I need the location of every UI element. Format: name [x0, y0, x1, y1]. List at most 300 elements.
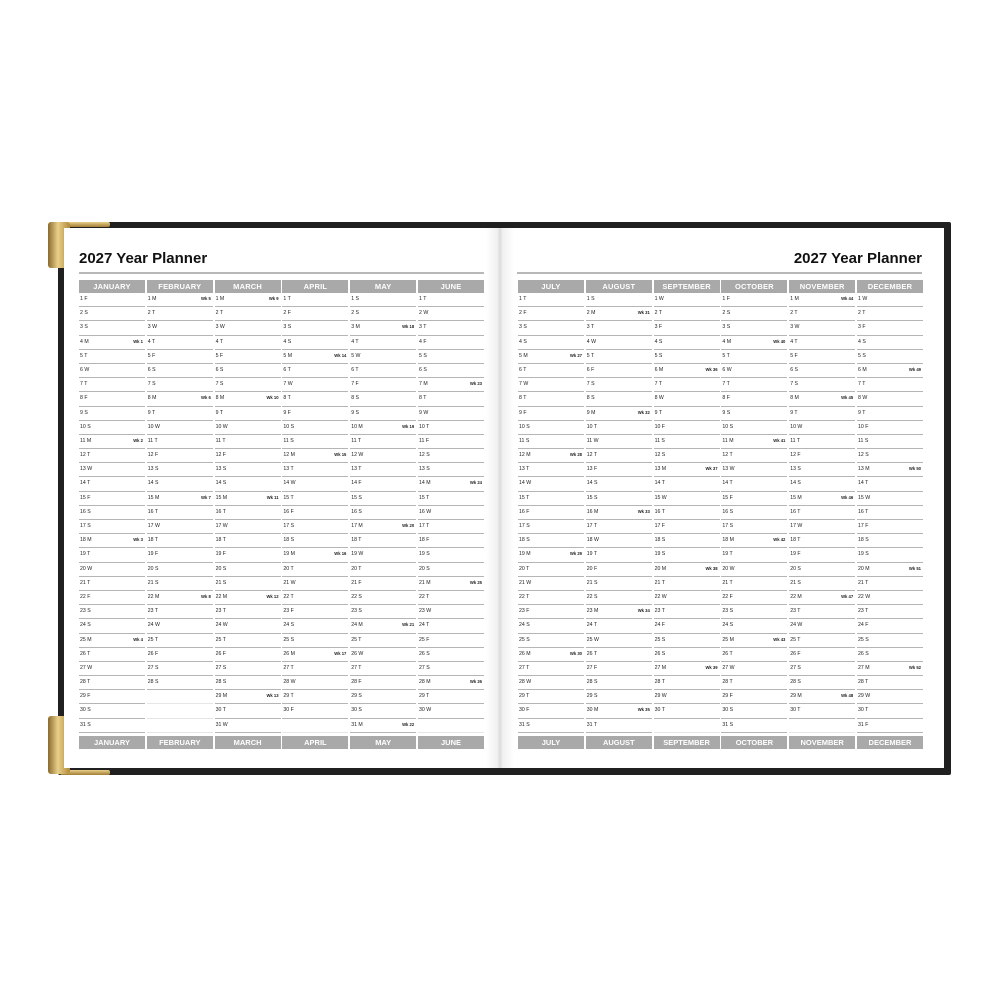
day-row[interactable]	[857, 690, 923, 704]
day-row[interactable]	[857, 648, 923, 662]
day-row[interactable]	[79, 605, 145, 619]
day-row[interactable]	[418, 364, 484, 378]
day-row[interactable]	[721, 364, 787, 378]
day-row[interactable]	[215, 548, 281, 562]
day-row[interactable]	[350, 634, 416, 648]
day-row[interactable]	[147, 350, 213, 364]
day-row[interactable]	[418, 605, 484, 619]
day-row[interactable]	[721, 548, 787, 562]
day-row[interactable]	[282, 492, 348, 506]
day-row[interactable]	[518, 378, 584, 392]
day-row[interactable]	[350, 648, 416, 662]
day-row[interactable]	[654, 492, 720, 506]
day-row[interactable]	[721, 704, 787, 718]
day-row[interactable]	[518, 350, 584, 364]
day-row[interactable]	[857, 449, 923, 463]
day-row[interactable]	[215, 591, 281, 605]
day-row[interactable]	[282, 676, 348, 690]
day-row[interactable]	[418, 619, 484, 633]
day-row[interactable]	[789, 307, 855, 321]
day-row[interactable]	[518, 591, 584, 605]
day-row[interactable]	[79, 492, 145, 506]
day-row[interactable]	[654, 336, 720, 350]
day-row[interactable]	[79, 293, 145, 307]
day-row[interactable]	[282, 336, 348, 350]
day-row[interactable]	[350, 704, 416, 718]
day-row[interactable]	[418, 407, 484, 421]
day-row[interactable]	[586, 690, 652, 704]
day-row[interactable]	[857, 477, 923, 491]
day-row[interactable]	[79, 548, 145, 562]
day-row[interactable]	[282, 605, 348, 619]
day-row[interactable]	[147, 619, 213, 633]
day-row[interactable]	[282, 293, 348, 307]
day-row[interactable]	[518, 364, 584, 378]
day-row[interactable]	[418, 378, 484, 392]
day-row[interactable]	[350, 492, 416, 506]
day-row[interactable]	[789, 492, 855, 506]
day-row[interactable]	[721, 605, 787, 619]
day-row[interactable]	[857, 492, 923, 506]
day-row[interactable]	[721, 634, 787, 648]
day-row[interactable]	[215, 605, 281, 619]
day-row[interactable]	[215, 648, 281, 662]
day-row[interactable]	[654, 676, 720, 690]
day-row[interactable]	[79, 534, 145, 548]
day-row[interactable]	[282, 690, 348, 704]
day-row[interactable]	[518, 690, 584, 704]
day-row[interactable]	[147, 506, 213, 520]
day-row[interactable]	[282, 648, 348, 662]
day-row[interactable]	[282, 421, 348, 435]
day-row[interactable]	[79, 421, 145, 435]
day-row[interactable]	[215, 477, 281, 491]
day-row[interactable]	[350, 520, 416, 534]
day-row[interactable]	[215, 392, 281, 406]
day-row[interactable]	[857, 336, 923, 350]
day-row[interactable]	[857, 463, 923, 477]
day-row[interactable]	[518, 534, 584, 548]
day-row[interactable]	[147, 634, 213, 648]
day-row[interactable]	[418, 449, 484, 463]
day-row[interactable]	[789, 449, 855, 463]
day-row[interactable]	[418, 307, 484, 321]
day-row[interactable]	[518, 704, 584, 718]
day-row[interactable]	[147, 336, 213, 350]
day-row[interactable]	[586, 662, 652, 676]
day-row[interactable]	[518, 520, 584, 534]
day-row[interactable]	[721, 577, 787, 591]
day-row[interactable]	[789, 364, 855, 378]
day-row[interactable]	[654, 392, 720, 406]
day-row[interactable]	[721, 520, 787, 534]
day-row[interactable]	[518, 449, 584, 463]
day-row[interactable]	[654, 634, 720, 648]
day-row[interactable]	[282, 407, 348, 421]
day-row[interactable]	[79, 506, 145, 520]
day-row[interactable]	[215, 307, 281, 321]
day-row[interactable]	[418, 350, 484, 364]
day-row[interactable]	[586, 435, 652, 449]
day-row[interactable]	[654, 563, 720, 577]
day-row[interactable]	[518, 662, 584, 676]
day-row[interactable]	[350, 392, 416, 406]
day-row[interactable]	[857, 591, 923, 605]
day-row[interactable]	[282, 548, 348, 562]
day-row[interactable]	[79, 449, 145, 463]
day-row[interactable]	[654, 719, 720, 733]
day-row[interactable]	[518, 307, 584, 321]
day-row[interactable]	[215, 690, 281, 704]
day-row[interactable]	[654, 293, 720, 307]
day-row[interactable]	[518, 492, 584, 506]
day-row[interactable]	[418, 548, 484, 562]
day-row[interactable]	[654, 435, 720, 449]
day-row[interactable]	[350, 378, 416, 392]
day-row[interactable]	[857, 307, 923, 321]
day-row[interactable]	[586, 634, 652, 648]
day-row[interactable]	[586, 704, 652, 718]
day-row[interactable]	[418, 392, 484, 406]
day-row[interactable]	[350, 719, 416, 733]
day-row[interactable]	[418, 648, 484, 662]
day-row[interactable]	[215, 506, 281, 520]
day-row[interactable]	[654, 577, 720, 591]
day-row[interactable]	[721, 648, 787, 662]
day-row[interactable]	[215, 577, 281, 591]
day-row[interactable]	[654, 690, 720, 704]
day-row[interactable]	[789, 506, 855, 520]
day-row[interactable]	[518, 293, 584, 307]
day-row[interactable]	[721, 690, 787, 704]
day-row[interactable]	[79, 704, 145, 718]
day-row[interactable]	[418, 421, 484, 435]
day-row[interactable]	[79, 634, 145, 648]
day-row[interactable]	[79, 435, 145, 449]
day-row[interactable]	[586, 605, 652, 619]
day-row[interactable]	[147, 463, 213, 477]
day-row[interactable]	[79, 591, 145, 605]
day-row[interactable]	[418, 634, 484, 648]
day-row[interactable]	[518, 648, 584, 662]
day-row[interactable]	[215, 520, 281, 534]
day-row[interactable]	[418, 520, 484, 534]
day-row[interactable]	[147, 378, 213, 392]
day-row[interactable]	[418, 662, 484, 676]
day-row[interactable]	[282, 704, 348, 718]
day-row[interactable]	[418, 336, 484, 350]
day-row[interactable]	[857, 506, 923, 520]
day-row[interactable]	[147, 307, 213, 321]
day-row[interactable]	[654, 619, 720, 633]
day-row[interactable]	[721, 719, 787, 733]
day-row[interactable]	[79, 463, 145, 477]
day-row[interactable]	[282, 321, 348, 335]
day-row[interactable]	[350, 506, 416, 520]
day-row[interactable]	[147, 364, 213, 378]
day-row[interactable]	[79, 350, 145, 364]
day-row[interactable]	[721, 392, 787, 406]
day-row[interactable]	[215, 435, 281, 449]
day-row[interactable]	[350, 577, 416, 591]
day-row[interactable]	[418, 591, 484, 605]
day-row[interactable]	[789, 605, 855, 619]
day-row[interactable]	[857, 619, 923, 633]
day-row[interactable]	[721, 421, 787, 435]
day-row[interactable]	[857, 662, 923, 676]
day-row[interactable]	[282, 634, 348, 648]
day-row[interactable]	[789, 662, 855, 676]
day-row[interactable]	[654, 378, 720, 392]
day-row[interactable]	[857, 563, 923, 577]
day-row[interactable]	[350, 435, 416, 449]
day-row[interactable]	[215, 364, 281, 378]
day-row[interactable]	[789, 634, 855, 648]
day-row[interactable]	[789, 548, 855, 562]
day-row[interactable]	[418, 534, 484, 548]
day-row[interactable]	[789, 648, 855, 662]
day-row[interactable]	[586, 350, 652, 364]
day-row[interactable]	[654, 449, 720, 463]
day-row[interactable]	[789, 407, 855, 421]
day-row[interactable]	[586, 534, 652, 548]
day-row[interactable]	[654, 534, 720, 548]
day-row[interactable]	[147, 321, 213, 335]
day-row[interactable]	[350, 321, 416, 335]
day-row[interactable]	[721, 591, 787, 605]
day-row[interactable]	[79, 577, 145, 591]
day-row[interactable]	[654, 591, 720, 605]
day-row[interactable]	[721, 534, 787, 548]
day-row[interactable]	[350, 449, 416, 463]
day-row[interactable]	[147, 662, 213, 676]
day-row[interactable]	[350, 534, 416, 548]
day-row[interactable]	[789, 392, 855, 406]
day-row[interactable]	[518, 506, 584, 520]
day-row[interactable]	[79, 648, 145, 662]
day-row[interactable]	[79, 676, 145, 690]
day-row[interactable]	[282, 463, 348, 477]
day-row[interactable]	[518, 321, 584, 335]
day-row[interactable]	[789, 563, 855, 577]
day-row[interactable]	[518, 619, 584, 633]
day-row[interactable]	[350, 293, 416, 307]
day-row[interactable]	[147, 676, 213, 690]
day-row[interactable]	[215, 719, 281, 733]
day-row[interactable]	[215, 534, 281, 548]
day-row[interactable]	[586, 492, 652, 506]
day-row[interactable]	[586, 648, 652, 662]
day-row[interactable]	[215, 378, 281, 392]
day-row[interactable]	[789, 336, 855, 350]
day-row[interactable]	[282, 392, 348, 406]
day-row[interactable]	[789, 520, 855, 534]
day-row[interactable]	[350, 690, 416, 704]
day-row[interactable]	[282, 520, 348, 534]
day-row[interactable]	[654, 364, 720, 378]
day-row[interactable]	[721, 506, 787, 520]
day-row[interactable]	[518, 392, 584, 406]
day-row[interactable]	[586, 307, 652, 321]
day-row[interactable]	[282, 719, 348, 733]
day-row[interactable]	[721, 307, 787, 321]
day-row[interactable]	[282, 591, 348, 605]
day-row[interactable]	[79, 719, 145, 733]
day-row[interactable]	[147, 563, 213, 577]
day-row[interactable]	[518, 605, 584, 619]
day-row[interactable]	[282, 378, 348, 392]
day-row[interactable]	[147, 392, 213, 406]
day-row[interactable]	[857, 392, 923, 406]
day-row[interactable]	[282, 506, 348, 520]
day-row[interactable]	[215, 350, 281, 364]
day-row[interactable]	[721, 492, 787, 506]
day-row[interactable]	[857, 350, 923, 364]
day-row[interactable]	[586, 449, 652, 463]
day-row[interactable]	[518, 719, 584, 733]
day-row[interactable]	[721, 463, 787, 477]
day-row[interactable]	[215, 619, 281, 633]
day-row[interactable]	[215, 676, 281, 690]
day-row[interactable]	[654, 477, 720, 491]
day-row[interactable]	[586, 506, 652, 520]
day-row[interactable]	[857, 435, 923, 449]
day-row[interactable]	[350, 307, 416, 321]
day-row[interactable]	[215, 421, 281, 435]
day-row[interactable]	[721, 336, 787, 350]
day-row[interactable]	[789, 690, 855, 704]
day-row[interactable]	[147, 605, 213, 619]
day-row[interactable]	[789, 293, 855, 307]
day-row[interactable]	[418, 676, 484, 690]
day-row[interactable]	[654, 520, 720, 534]
day-row[interactable]	[586, 591, 652, 605]
day-row[interactable]	[857, 321, 923, 335]
day-row[interactable]	[789, 591, 855, 605]
day-row[interactable]	[654, 548, 720, 562]
day-row[interactable]	[79, 321, 145, 335]
day-row[interactable]	[282, 577, 348, 591]
day-row[interactable]	[586, 619, 652, 633]
day-row[interactable]	[282, 662, 348, 676]
day-row[interactable]	[586, 407, 652, 421]
day-row[interactable]	[418, 321, 484, 335]
day-row[interactable]	[721, 293, 787, 307]
day-row[interactable]	[586, 719, 652, 733]
day-row[interactable]	[518, 407, 584, 421]
day-row[interactable]	[418, 293, 484, 307]
day-row[interactable]	[654, 421, 720, 435]
day-row[interactable]	[215, 449, 281, 463]
day-row[interactable]	[789, 534, 855, 548]
day-row[interactable]	[789, 421, 855, 435]
day-row[interactable]	[350, 336, 416, 350]
day-row[interactable]	[282, 364, 348, 378]
day-row[interactable]	[518, 634, 584, 648]
day-row[interactable]	[147, 534, 213, 548]
day-row[interactable]	[350, 676, 416, 690]
day-row[interactable]	[721, 619, 787, 633]
day-row[interactable]	[721, 350, 787, 364]
day-row[interactable]	[215, 704, 281, 718]
day-row[interactable]	[721, 662, 787, 676]
day-row[interactable]	[215, 293, 281, 307]
day-row[interactable]	[79, 392, 145, 406]
day-row[interactable]	[418, 435, 484, 449]
day-row[interactable]	[350, 591, 416, 605]
day-row[interactable]	[147, 704, 213, 718]
day-row[interactable]	[857, 534, 923, 548]
day-row[interactable]	[147, 477, 213, 491]
day-row[interactable]	[586, 477, 652, 491]
day-row[interactable]	[518, 563, 584, 577]
day-row[interactable]	[418, 492, 484, 506]
day-row[interactable]	[147, 449, 213, 463]
day-row[interactable]	[418, 577, 484, 591]
day-row[interactable]	[857, 548, 923, 562]
day-row[interactable]	[789, 577, 855, 591]
day-row[interactable]	[789, 463, 855, 477]
day-row[interactable]	[654, 321, 720, 335]
day-row[interactable]	[282, 435, 348, 449]
day-row[interactable]	[350, 350, 416, 364]
day-row[interactable]	[654, 605, 720, 619]
day-row[interactable]	[215, 563, 281, 577]
day-row[interactable]	[789, 719, 855, 733]
day-row[interactable]	[654, 407, 720, 421]
day-row[interactable]	[79, 520, 145, 534]
day-row[interactable]	[79, 378, 145, 392]
day-row[interactable]	[418, 704, 484, 718]
day-row[interactable]	[857, 293, 923, 307]
day-row[interactable]	[147, 548, 213, 562]
day-row[interactable]	[586, 392, 652, 406]
day-row[interactable]	[418, 719, 484, 733]
day-row[interactable]	[654, 307, 720, 321]
day-row[interactable]	[79, 619, 145, 633]
day-row[interactable]	[857, 605, 923, 619]
day-row[interactable]	[518, 548, 584, 562]
day-row[interactable]	[586, 676, 652, 690]
day-row[interactable]	[147, 435, 213, 449]
day-row[interactable]	[350, 662, 416, 676]
day-row[interactable]	[147, 719, 213, 733]
day-row[interactable]	[350, 421, 416, 435]
day-row[interactable]	[654, 350, 720, 364]
day-row[interactable]	[147, 520, 213, 534]
day-row[interactable]	[586, 577, 652, 591]
day-row[interactable]	[147, 421, 213, 435]
day-row[interactable]	[147, 293, 213, 307]
day-row[interactable]	[857, 378, 923, 392]
day-row[interactable]	[518, 477, 584, 491]
day-row[interactable]	[789, 619, 855, 633]
day-row[interactable]	[721, 378, 787, 392]
day-row[interactable]	[857, 364, 923, 378]
day-row[interactable]	[721, 477, 787, 491]
day-row[interactable]	[147, 648, 213, 662]
day-row[interactable]	[215, 336, 281, 350]
day-row[interactable]	[721, 435, 787, 449]
day-row[interactable]	[79, 364, 145, 378]
day-row[interactable]	[586, 293, 652, 307]
day-row[interactable]	[857, 520, 923, 534]
day-row[interactable]	[518, 336, 584, 350]
day-row[interactable]	[215, 463, 281, 477]
day-row[interactable]	[147, 690, 213, 704]
day-row[interactable]	[79, 563, 145, 577]
day-row[interactable]	[147, 407, 213, 421]
